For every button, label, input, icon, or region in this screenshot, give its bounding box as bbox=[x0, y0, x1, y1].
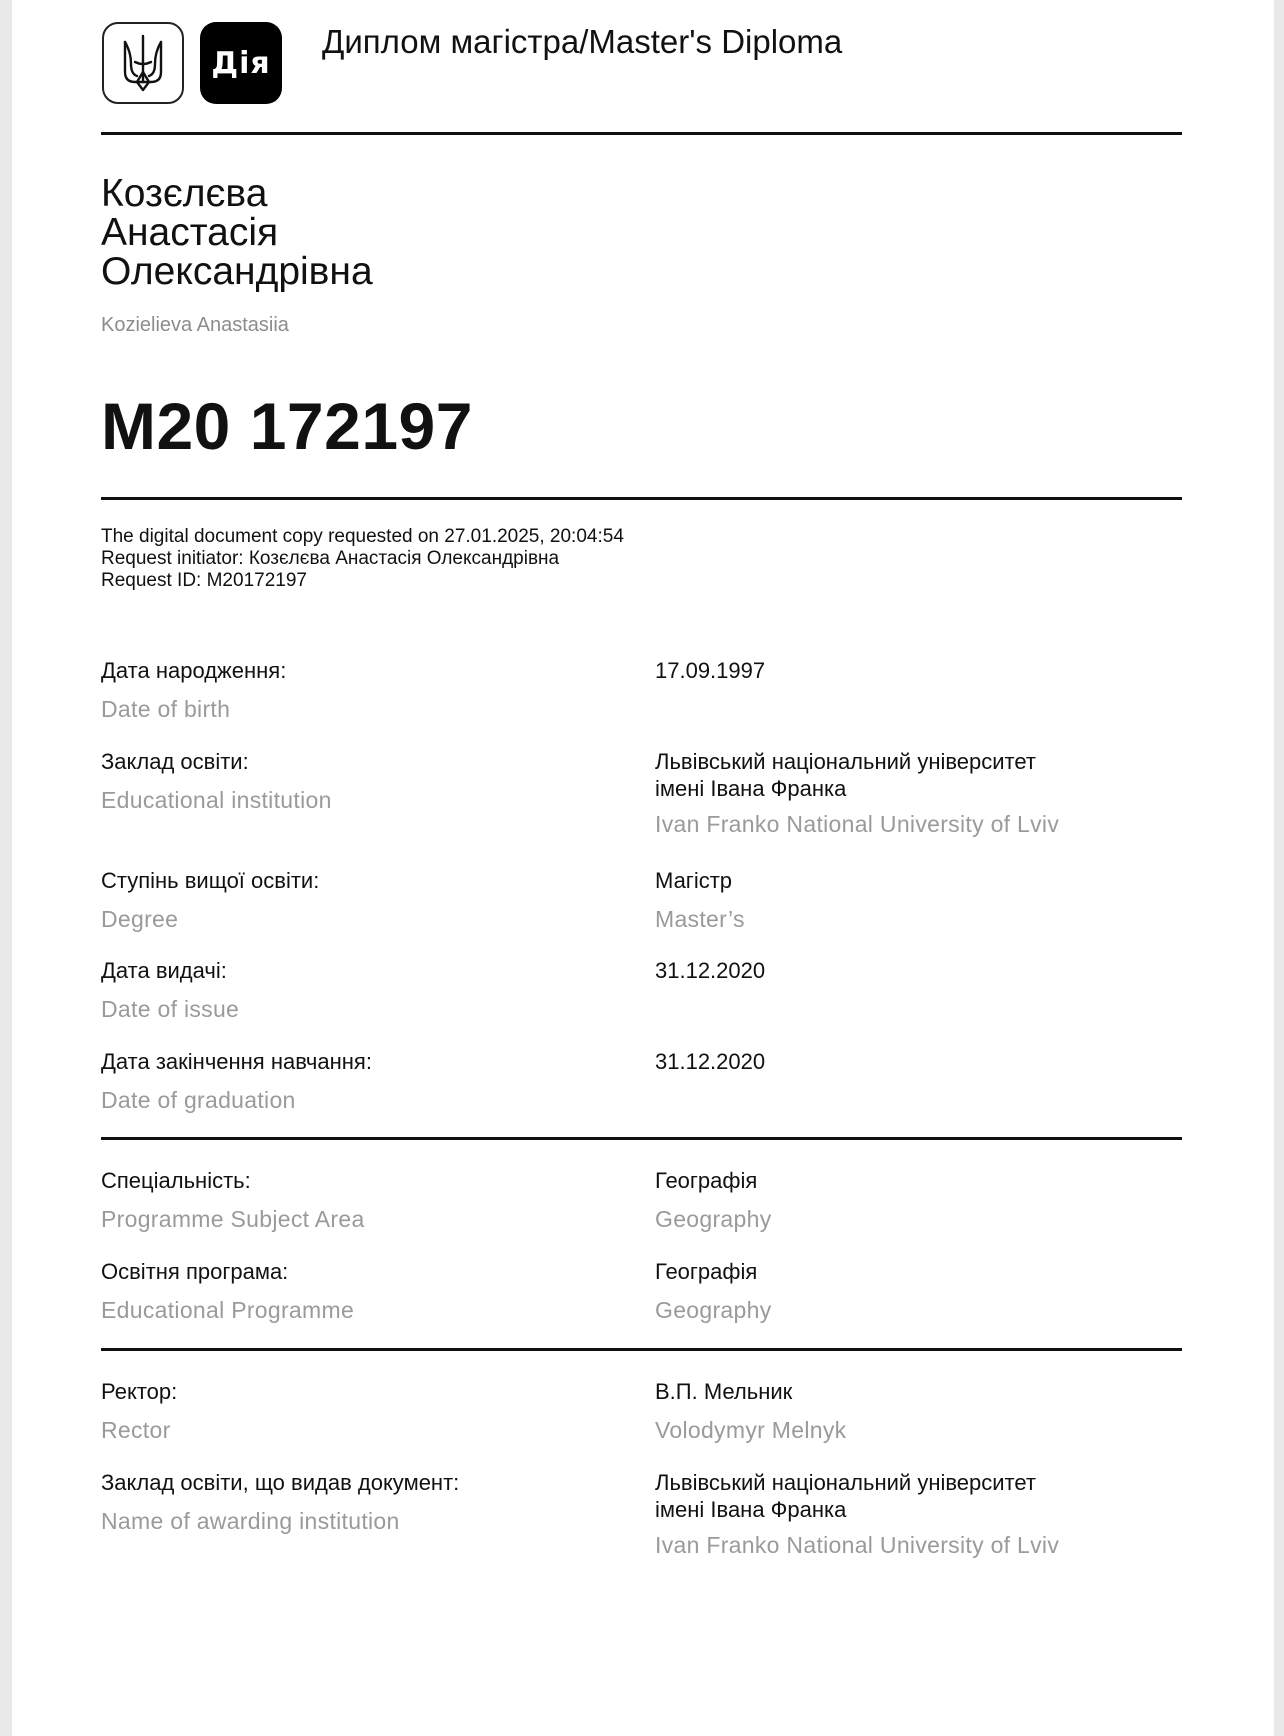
rector-value-en: Volodymyr Melnyk bbox=[655, 1417, 847, 1443]
programme-label bbox=[101, 1258, 641, 1325]
graduation-label bbox=[101, 1048, 641, 1115]
institution-label bbox=[101, 748, 641, 815]
degree-value-en: Master’s bbox=[655, 906, 745, 932]
document-sheet bbox=[12, 0, 1274, 1736]
speciality-value-ua: Географія bbox=[655, 1168, 758, 1193]
institution-value bbox=[655, 748, 1195, 839]
request-date: The digital document copy requested on 27.01.2025, 20:04:54 bbox=[101, 526, 624, 547]
graduation-value bbox=[655, 1048, 1195, 1075]
programme-value-ua: Географія bbox=[655, 1259, 758, 1284]
rector-label-ua: Ректор: bbox=[101, 1379, 178, 1404]
degree-value-ua: Магістр bbox=[655, 868, 733, 893]
issue-label-en: Date of issue bbox=[101, 996, 240, 1022]
graduation-label-en: Date of graduation bbox=[101, 1087, 296, 1113]
birth-label-ua: Дата народження: bbox=[101, 658, 287, 683]
holder-latin-name: Kozielieva Anastasiia bbox=[101, 314, 289, 336]
graduation-label-ua: Дата закінчення навчання: bbox=[101, 1049, 372, 1074]
rector-value-ua: В.П. Мельник bbox=[655, 1379, 793, 1404]
request-id: Request ID: М20172197 bbox=[101, 570, 307, 591]
degree-label-en: Degree bbox=[101, 906, 179, 932]
holder-surname: Козєлєва bbox=[101, 172, 268, 215]
request-info bbox=[101, 526, 624, 592]
divider bbox=[101, 132, 1182, 135]
diia-logo-text: Дія bbox=[211, 45, 271, 81]
programme-value-en: Geography bbox=[655, 1297, 772, 1323]
awarding-value-ua-2: імені Івана Франка bbox=[655, 1497, 847, 1522]
birth-label-en: Date of birth bbox=[101, 696, 231, 722]
issue-value-text: 31.12.2020 bbox=[655, 958, 766, 983]
institution-value-ua-2: імені Івана Франка bbox=[655, 776, 847, 801]
document-number: М20 172197 bbox=[101, 389, 473, 463]
request-initiator: Request initiator: Козєлєва Анастасія Олександрівна bbox=[101, 548, 560, 569]
awarding-label-ua: Заклад освіти, що видав документ: bbox=[101, 1470, 460, 1495]
divider bbox=[101, 1137, 1182, 1140]
issue-label bbox=[101, 957, 641, 1024]
trident-logo bbox=[102, 22, 184, 104]
institution-value-ua-1: Львівський національний університет bbox=[655, 749, 1036, 774]
institution-value-en: Ivan Franko National University of Lviv bbox=[655, 811, 1060, 837]
speciality-value bbox=[655, 1167, 1195, 1234]
holder-given-name: Анастасія bbox=[101, 211, 279, 254]
issue-label-ua: Дата видачі: bbox=[101, 958, 227, 983]
awarding-label bbox=[101, 1469, 641, 1536]
programme-label-ua: Освітня програма: bbox=[101, 1259, 289, 1284]
divider bbox=[101, 497, 1182, 500]
rector-label bbox=[101, 1378, 641, 1445]
degree-label-ua: Ступінь вищої освіти: bbox=[101, 868, 320, 893]
document-title: Диплом магістра/Master's Diploma bbox=[322, 23, 843, 60]
awarding-value-ua-1: Львівський національний університет bbox=[655, 1470, 1036, 1495]
trident-icon bbox=[121, 32, 165, 94]
awarding-value-en: Ivan Franko National University of Lviv bbox=[655, 1532, 1060, 1558]
issue-value bbox=[655, 957, 1195, 984]
holder-name bbox=[101, 174, 373, 291]
diia-logo bbox=[200, 22, 282, 104]
institution-label-en: Educational institution bbox=[101, 787, 332, 813]
holder-patronymic: Олександрівна bbox=[101, 250, 373, 293]
graduation-value-text: 31.12.2020 bbox=[655, 1049, 766, 1074]
awarding-label-en: Name of awarding institution bbox=[101, 1508, 400, 1534]
birth-value-text: 17.09.1997 bbox=[655, 658, 766, 683]
rector-label-en: Rector bbox=[101, 1417, 171, 1443]
speciality-label-ua: Спеціальність: bbox=[101, 1168, 251, 1193]
divider bbox=[101, 1348, 1182, 1351]
awarding-value bbox=[655, 1469, 1195, 1560]
programme-label-en: Educational Programme bbox=[101, 1297, 355, 1323]
institution-label-ua: Заклад освіти: bbox=[101, 749, 249, 774]
birth-value bbox=[655, 657, 1195, 684]
rector-value bbox=[655, 1378, 1195, 1445]
speciality-label bbox=[101, 1167, 641, 1234]
degree-label bbox=[101, 867, 641, 934]
speciality-label-en: Programme Subject Area bbox=[101, 1206, 365, 1232]
birth-label bbox=[101, 657, 641, 724]
speciality-value-en: Geography bbox=[655, 1206, 772, 1232]
programme-value bbox=[655, 1258, 1195, 1325]
degree-value bbox=[655, 867, 1195, 934]
